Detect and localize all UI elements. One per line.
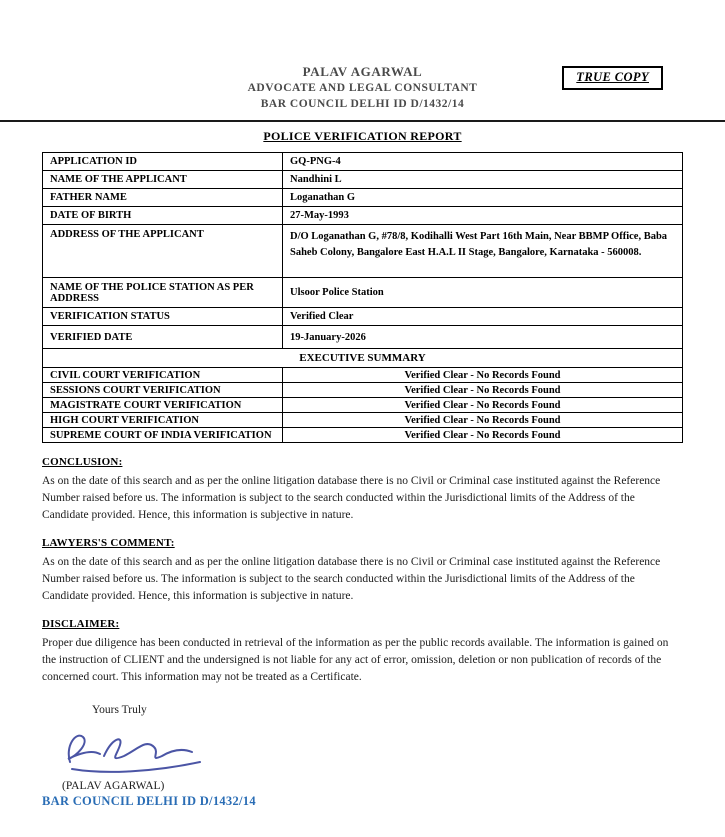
executive-summary-title: EXECUTIVE SUMMARY: [43, 349, 683, 368]
table-row: [43, 207, 683, 225]
table-row: [43, 428, 683, 443]
field-value: D/O Loganathan G, #78/8, Kodihalli West Part 16th Main, Near BBMP Office, Baba Saheb Colony, Bangalore East H.A.L II Stage, Bangalore, Karnataka - 560008.: [283, 225, 683, 278]
executive-summary-header-row: [43, 349, 683, 368]
disclaimer-heading: DISCLAIMER:: [42, 618, 120, 631]
advocate-bar-id: BAR COUNCIL DELHI ID D/1432/14: [260, 98, 465, 110]
lawyers-comment-heading: LAWYERS'S COMMENT:: [42, 537, 175, 550]
disclaimer-text: Proper due diligence has been conducted in retrieval of the information as per the public records available. The information is gained on the instruction of CLIENT and the undersigned is not liable for any act of error, omission, deletion or non publication of records of the concerned court. This information may not be treated as a Certificate.: [42, 637, 669, 684]
field-label: FATHER NAME: [43, 189, 283, 207]
conclusion-section: [42, 456, 683, 524]
summary-value: Verified Clear - No Records Found: [283, 428, 683, 443]
footer-bar-council-id: BAR COUNCIL DELHI ID D/1432/14: [42, 794, 256, 809]
field-value: GQ-PNG-4: [283, 153, 683, 171]
field-label: ADDRESS OF THE APPLICANT: [43, 225, 283, 278]
field-value: Verified Clear: [283, 308, 683, 326]
advocate-designation: ADVOCATE AND LEGAL CONSULTANT: [247, 82, 478, 94]
conclusion-text: As on the date of this search and as per the online litigation database there is no Civil or Criminal case instituted against the Reference Number raised before us. The information is subject to the search conducted within the Jurisdictional limits of the Address of the Candidate provided. Hence, this information is subjective in nature.: [42, 475, 661, 522]
lawyers-comment-section: [42, 537, 683, 605]
table-row: [43, 153, 683, 171]
table-row: [43, 278, 683, 308]
signatory-name: (PALAV AGARWAL): [62, 780, 165, 793]
field-value: 19-January-2026: [283, 326, 683, 349]
letterhead: [0, 0, 725, 112]
handwritten-signature: [58, 726, 725, 778]
field-value: Nandhini L: [283, 171, 683, 189]
table-row: [43, 413, 683, 428]
horizontal-divider: [0, 120, 725, 122]
table-row: [43, 383, 683, 398]
field-label: APPLICATION ID: [43, 153, 283, 171]
table-row: [43, 326, 683, 349]
signature-icon: [58, 726, 208, 778]
field-label: NAME OF THE APPLICANT: [43, 171, 283, 189]
report-title: POLICE VERIFICATION REPORT: [263, 129, 462, 143]
field-value: Ulsoor Police Station: [283, 278, 683, 308]
table-row: [43, 398, 683, 413]
disclaimer-section: [42, 618, 683, 686]
field-label: VERIFIED DATE: [43, 326, 283, 349]
summary-value: Verified Clear - No Records Found: [283, 383, 683, 398]
summary-label: SUPREME COURT OF INDIA VERIFICATION: [43, 428, 283, 443]
verification-table: [42, 152, 683, 443]
summary-label: CIVIL COURT VERIFICATION: [43, 368, 283, 383]
closing-salutation: Yours Truly: [92, 704, 147, 717]
field-label: DATE OF BIRTH: [43, 207, 283, 225]
table-row: [43, 368, 683, 383]
summary-value: Verified Clear - No Records Found: [283, 398, 683, 413]
table-row: [43, 189, 683, 207]
field-value: 27-May-1993: [283, 207, 683, 225]
conclusion-heading: CONCLUSION:: [42, 456, 123, 468]
table-row: [43, 171, 683, 189]
advocate-name: PALAV AGARWAL: [302, 64, 423, 79]
field-value: Loganathan G: [283, 189, 683, 207]
summary-label: SESSIONS COURT VERIFICATION: [43, 383, 283, 398]
lawyers-comment-text: As on the date of this search and as per the online litigation database there is no Civil or Criminal case instituted against the Reference Number raised before us. The information is subject to the search conducted within the Jurisdictional limits of the Address of the Candidate provided. Hence, this information is subjective in nature.: [42, 556, 661, 603]
true-copy-stamp: [562, 66, 663, 90]
summary-value: Verified Clear - No Records Found: [283, 413, 683, 428]
summary-value: Verified Clear - No Records Found: [283, 368, 683, 383]
field-label: VERIFICATION STATUS: [43, 308, 283, 326]
table-row: [43, 225, 683, 278]
summary-label: MAGISTRATE COURT VERIFICATION: [43, 398, 283, 413]
table-row: [43, 308, 683, 326]
summary-label: HIGH COURT VERIFICATION: [43, 413, 283, 428]
field-label: NAME OF THE POLICE STATION AS PER ADDRESS: [43, 278, 283, 308]
true-copy-label: TRUE COPY: [576, 70, 649, 84]
